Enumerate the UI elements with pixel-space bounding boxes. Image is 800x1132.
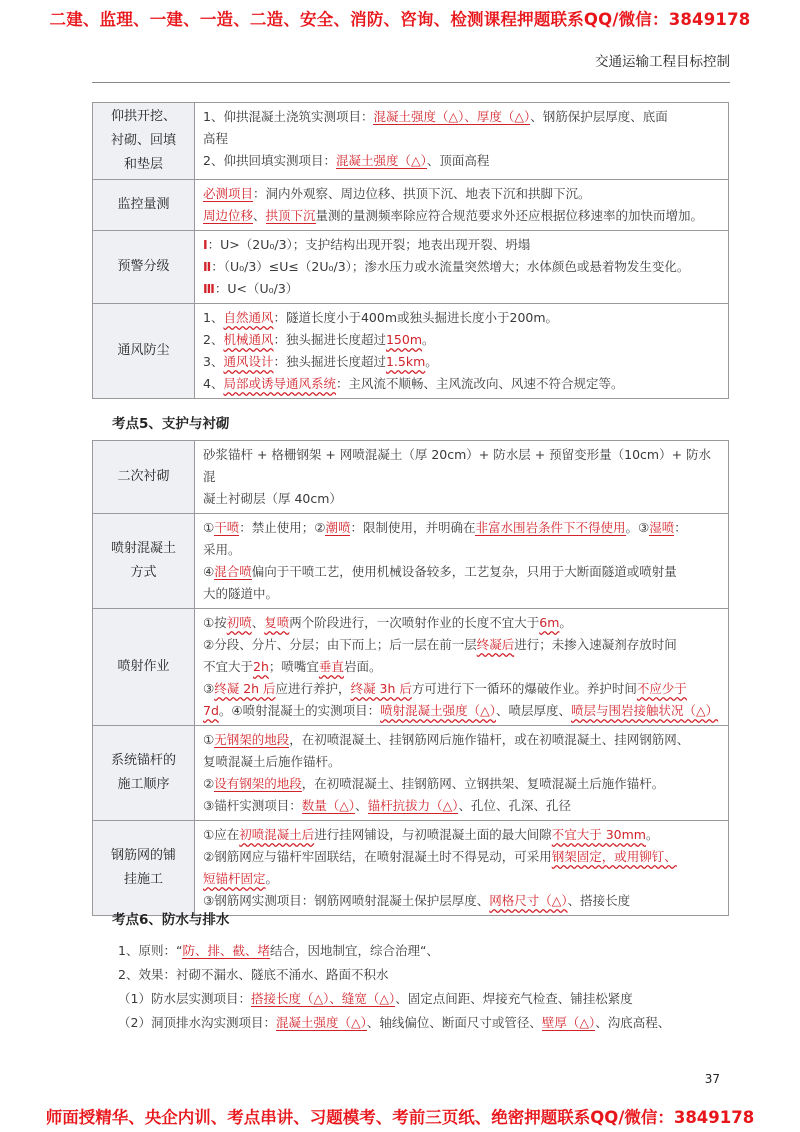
paragraph-line: 2、效果：衬砌不漏水、隧底不涌水、路面不积水	[118, 967, 389, 982]
table-row	[93, 441, 729, 514]
page-number: 37	[704, 1072, 720, 1086]
paragraph-line: 1、原则：“防、排、截、堵结合，因地制宜，综合治理“、	[118, 943, 439, 958]
row-category-cell: 喷射作业	[93, 609, 195, 726]
paragraph-line: （2）洞顶排水沟实测项目：混凝土强度（△）、轴线偏位、断面尺寸或管径、壁厚（△）、沟底高程、	[118, 1015, 671, 1030]
table-row	[93, 821, 729, 916]
section-title-6: 考点6、防水与排水	[112, 912, 230, 928]
tunnel-control-table-2	[92, 440, 729, 916]
section-title-5: 考点5、支护与衬砌	[112, 416, 230, 432]
row-category-cell: 钢筋网的铺 挂施工	[93, 821, 195, 916]
row-category-cell: 系统锚杆的 施工顺序	[93, 726, 195, 821]
row-category-cell: 二次衬砌	[93, 441, 195, 514]
row-content-cell: Ⅰ：U>（2U₀/3）；支护结构出现开裂；地表出现开裂、坍塌 Ⅱ：（U₀/3）≤U≤（2U₀/3）；渗水压力或水流量突然增大；水体颜色或悬着物发生变化。 Ⅲ：U<（U₀/3）	[195, 231, 729, 304]
row-content-cell: 1、自然通风：隧道长度小于400m或独头掘进长度小于200m。 2、机械通风：独头掘进长度超过150m。 3、通风设计：独头掘进长度超过1.5km。 4、局部或诱导通风系统：主风流不顺畅、主风流改向、风速不符合规定等。	[195, 304, 729, 399]
table-row	[93, 609, 729, 726]
row-content-cell: ①按初喷、复喷两个阶段进行，一次喷射作业的长度不宜大于6m。 ②分段、分片、分层；由下而上；后一层在前一层终凝后进行；未掺入速凝剂存放时间 不宜大于2h；喷嘴宜垂直岩面。 ③终凝 2h 后应进行养护，终凝 3h 后方可进行下一循环的爆破作业。养护时间不应少于 7d。④喷射混凝土的实测项目：喷射混凝土强度（△）、喷层厚度、喷层与围岩接触状况（△）	[195, 609, 729, 726]
table-row	[93, 180, 729, 231]
row-category-cell: 仰拱开挖、 衬砌、回填 和垫层	[93, 103, 195, 180]
table-row	[93, 103, 729, 180]
row-category-cell: 预警分级	[93, 231, 195, 304]
table-row	[93, 726, 729, 821]
row-content-cell: ①干喷：禁止使用；②潮喷：限制使用，并明确在非富水围岩条件下不得使用。③湿喷： 采用。 ④混合喷偏向于干喷工艺，使用机械设备较多，工艺复杂，只用于大断面隧道或喷射量 大的隧道中。	[195, 514, 729, 609]
row-content-cell: ①无钢架的地段，在初喷混凝土、挂钢筋网后施作锚杆，或在初喷混凝土、挂网钢筋网、 复喷混凝土后施作锚杆。 ②设有钢架的地段，在初喷混凝土、挂钢筋网、立钢拱架、复喷混凝土后施作锚杆。 ③锚杆实测项目：数量（△）、锚杆抗拔力（△）、孔位、孔深、孔径	[195, 726, 729, 821]
bottom-banner: 师面授精华、央企内训、考点串讲、习题模考、考前三页纸、绝密押题联系QQ/微信：3849178	[45, 1108, 755, 1127]
row-content-cell: 砂浆锚杆 + 格栅钢架 + 网喷混凝土（厚 20cm）+ 防水层 + 预留变形量（10cm）+ 防水混 凝土衬砌层（厚 40cm）	[195, 441, 729, 514]
paragraph-line: （1）防水层实测项目：搭接长度（△）、缝宽（△）、固定点间距、焊接充气检查、铺挂松紧度	[118, 991, 633, 1006]
table-row	[93, 304, 729, 399]
row-content-cell: 1、仰拱混凝土浇筑实测项目：混凝土强度（△）、厚度（△）、钢筋保护层厚度、底面 高程 2、仰拱回填实测项目：混凝土强度（△）、顶面高程	[195, 103, 729, 180]
page-header-title: 交通运输工程目标控制	[595, 54, 730, 70]
row-content-cell: ①应在初喷混凝土后进行挂网铺设，与初喷混凝土面的最大间隙不宜大于 30mm。 ②钢筋网应与锚杆牢固联结，在喷射混凝土时不得晃动，可采用钢架固定，或用铆钉、 短锚杆固定。 ③钢筋网实测项目：钢筋网喷射混凝土保护层厚度、网格尺寸（△）、搭接长度	[195, 821, 729, 916]
top-banner: 二建、监理、一建、一造、二造、安全、消防、咨询、检测课程押题联系QQ/微信：3849178	[49, 10, 751, 29]
header-divider	[92, 82, 730, 83]
row-content-cell: 必测项目：洞内外观察、周边位移、拱顶下沉、地表下沉和拱脚下沉。 周边位移、拱顶下沉量测的量测频率除应符合规范要求外还应根据位移速率的加快而增加。	[195, 180, 729, 231]
tunnel-control-table-1	[92, 102, 729, 399]
table-row	[93, 231, 729, 304]
row-category-cell: 通风防尘	[93, 304, 195, 399]
row-category-cell: 监控量测	[93, 180, 195, 231]
row-category-cell: 喷射混凝土 方式	[93, 514, 195, 609]
table-row	[93, 514, 729, 609]
